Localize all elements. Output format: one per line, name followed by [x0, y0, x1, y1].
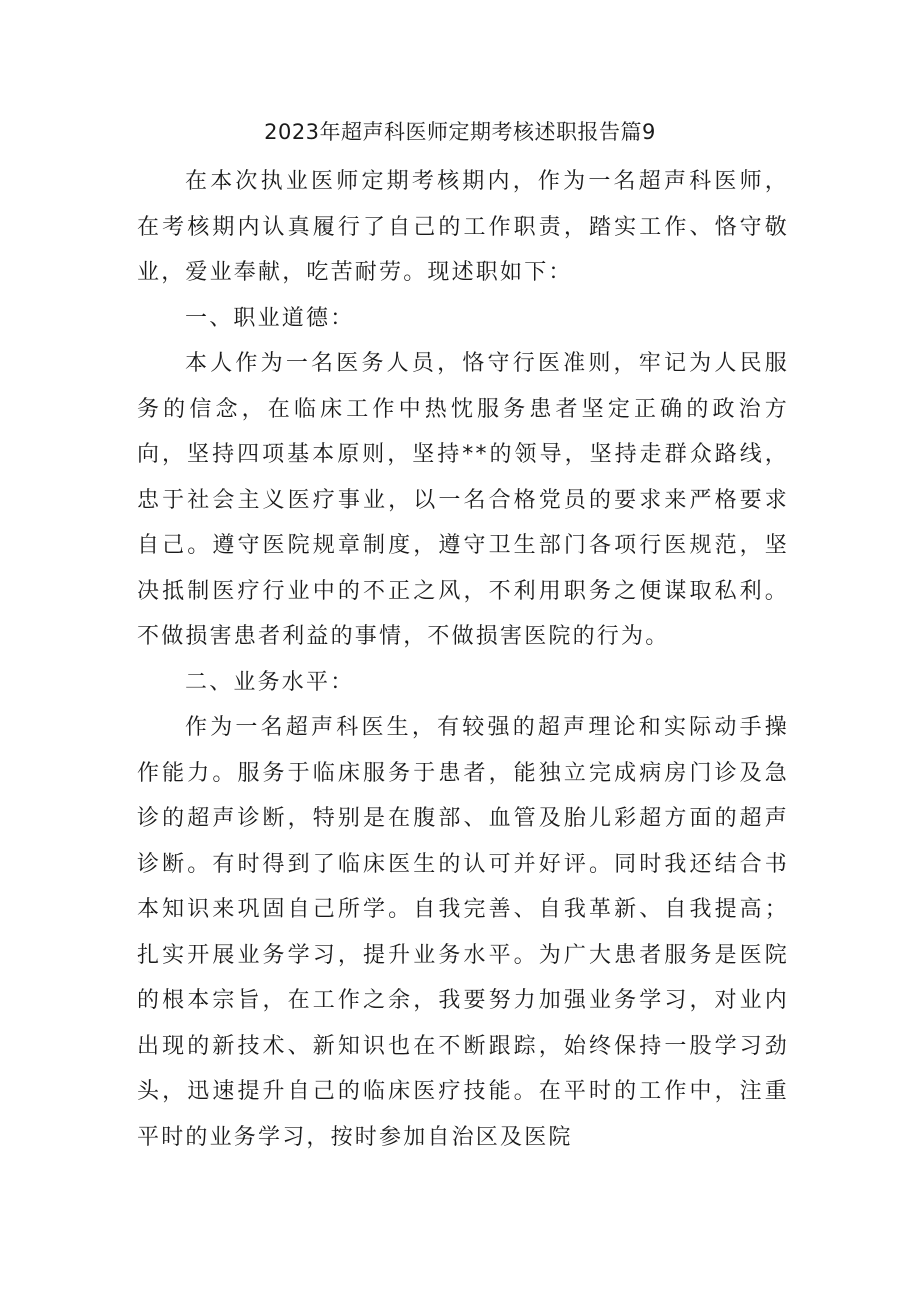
paragraph-ethics: 本人作为一名医务人员，恪守行医准则，牢记为人民服务的信念，在临床工作中热忱服务患者坚定正确的政治方向，坚持四项基本原则，坚持**的领导，坚持走群众路线，忠于社会主义医疗事业，以一名合格党员的要求来严格要求自己。遵守医院规章制度，遵守卫生部门各项行医规范，坚决抵制医疗行业中的不正之风，不利用职务之便谋取私利。不做损害患者利益的事情，不做损害医院的行为。	[137, 351, 789, 649]
section-heading-skills: 二、业务水平：	[185, 669, 355, 695]
document-title: 2023年超声科医师定期考核述职报告篇9	[264, 120, 656, 144]
paragraph-intro: 在本次执业医师定期考核期内，作为一名超声科医师，在考核期内认真履行了自己的工作职责，踏实工作、恪守敬业，爱业奉献，吃苦耐劳。现述职如下：	[137, 169, 789, 285]
document-body	[137, 159, 789, 1160]
paragraph-skills: 作为一名超声科医生，有较强的超声理论和实际动手操作能力。服务于临床服务于患者，能独立完成病房门诊及急诊的超声诊断，特别是在腹部、血管及胎儿彩超方面的超声诊断。有时得到了临床医生的认可并好评。同时我还结合书本知识来巩固自己所学。自我完善、自我革新、自我提高；扎实开展业务学习，提升业务水平。为广大患者服务是医院的根本宗旨，在工作之余，我要努力加强业务学习，对业内出现的新技术、新知识也在不断跟踪，始终保持一股学习劲头，迅速提升自己的临床医疗技能。在平时的工作中，注重平时的业务学习，按时参加自治区及医院	[137, 715, 789, 1150]
section-heading-ethics: 一、职业道德：	[185, 305, 355, 331]
